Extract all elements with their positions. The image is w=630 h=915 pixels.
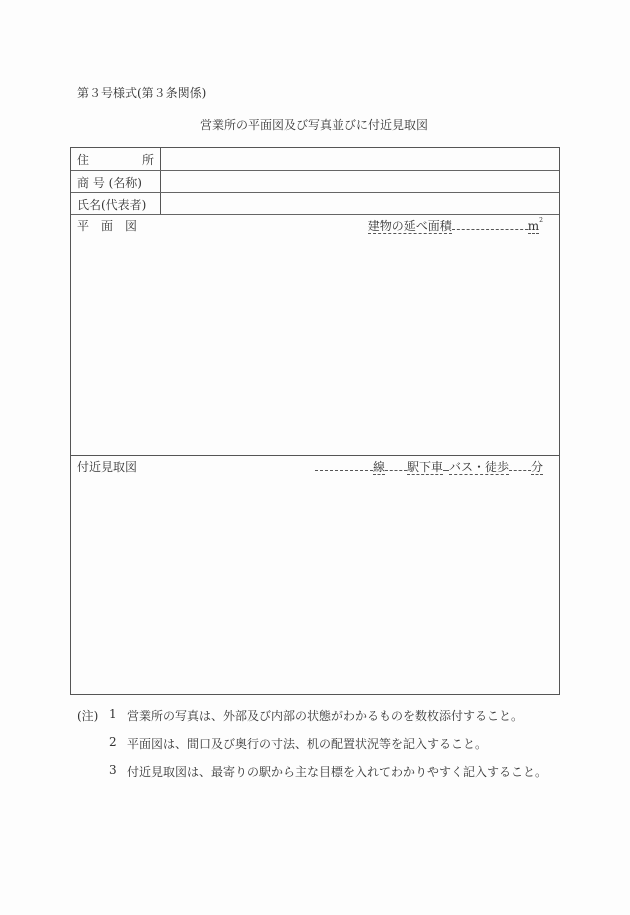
form-table: [70, 147, 560, 695]
station-input[interactable]: [385, 470, 407, 471]
line-input[interactable]: [315, 470, 373, 471]
address-field[interactable]: [161, 148, 559, 170]
location-map-section[interactable]: [71, 456, 559, 694]
area-input[interactable]: [452, 229, 528, 230]
representative-label: 氏名(代表者): [71, 193, 161, 214]
address-row: [71, 148, 559, 171]
minutes-input[interactable]: [509, 470, 531, 471]
form-number: 第３号様式(第３条関係): [77, 86, 207, 100]
representative-row: [71, 193, 559, 215]
floor-plan-section[interactable]: [71, 215, 559, 456]
floor-plan-label: 平 面 図: [77, 219, 138, 233]
access-info: 線 駅下車 バス・徒歩 分: [315, 458, 543, 475]
location-map-label: 付近見取図: [77, 460, 138, 474]
total-floor-area: 建物の延べ面積 $m^2$: [367, 217, 543, 233]
trade-name-row: [71, 171, 559, 193]
address-label: 住 所: [71, 148, 161, 170]
trade-name-field[interactable]: [161, 171, 559, 192]
representative-field[interactable]: [161, 193, 559, 214]
trade-name-label: 商 号 (名称): [71, 171, 161, 192]
document-title: 営業所の平面図及び写真並びに付近見取図: [200, 118, 429, 132]
